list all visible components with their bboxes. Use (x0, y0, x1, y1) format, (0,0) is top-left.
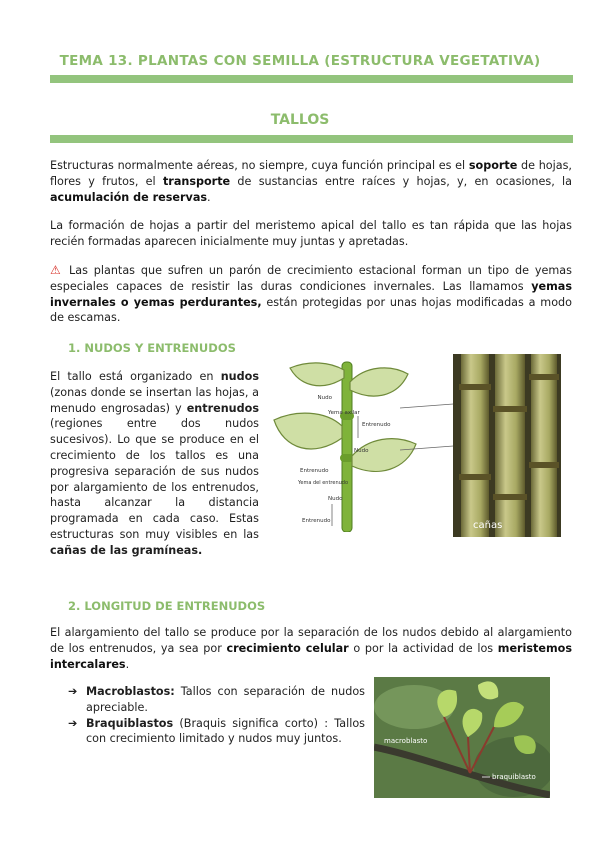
stem-diagram (270, 354, 420, 532)
canas-photo (453, 354, 561, 537)
leaf-shape (350, 368, 408, 396)
canas-label: cañas (473, 520, 503, 531)
warning-icon: ⚠ (50, 263, 64, 277)
list-item-text: Braquiblastos (Braquis significa corto) : Tallos con crecimiento limitado y nudos muy juntos. (86, 716, 365, 746)
section-title: TALLOS (270, 112, 330, 128)
braquiblasto-label: braquiblasto (492, 773, 536, 781)
label-yema: Yema axilar (328, 410, 360, 416)
list-item-text: Macroblastos: Tallos con separación de nudos apreciable. (86, 685, 365, 714)
nudos-paragraph: El tallo está organizado en nudos (zonas donde se insertan las hojas, a menudo engrosadas) y entrenudos (regiones entre dos nudos sucesivos). Lo que se produce en el crecimiento de los tallos es una progresiva separación de sus nudos por alargamiento de los entrenudos, hasta alcanzar la distancia programada en cada caso. Estas estructuras son muy visibles en las cañas de las gramíneas. (50, 370, 259, 557)
list-item-braquiblastos (68, 716, 365, 748)
label-nudo-3: Nudo (328, 496, 343, 502)
heading-longitud: 2. LONGITUD DE ENTRENUDOS (68, 599, 266, 613)
label-yema-2: Yema del entrenudo (298, 480, 349, 486)
arrow-icon: ➔ (68, 685, 78, 698)
longitud-paragraph: El alargamiento del tallo se produce por la separación de los nudos debido al alargamiento de los entrenudos, ya sea por crecimiento celular o por la actividad de los meristemos intercalares. (50, 626, 572, 671)
list-item-macroblastos (68, 684, 365, 716)
blast-list (68, 684, 365, 747)
leaf-shape (274, 413, 342, 449)
leaf-shape (290, 363, 344, 386)
label-entrenudo: Entrenudo (362, 422, 391, 428)
label-entrenudo-3: Entrenudo (302, 518, 331, 524)
label-nudo-2: Nudo (354, 448, 369, 454)
arrow-icon: ➔ (68, 716, 78, 730)
plant-photo (374, 677, 550, 798)
page-title: TEMA 13. PLANTAS CON SEMILLA (ESTRUCTURA VEGETATIVA) (59, 53, 541, 69)
intro-paragraph-2: La formación de hojas a partir del meristemo apical del tallo es tan rápida que las hojas recién formadas aparecen inicialmente muy juntas y apretadas. (50, 219, 572, 248)
title-divider (50, 75, 573, 83)
label-nudo: Nudo (317, 395, 332, 401)
intro-paragraph-1: Estructuras normalmente aéreas, no siempre, cuya función principal es el soporte de hojas, flores y frutos, el transporte de sustancias entre raíces y hojas, y, en ocasiones, la acumulación de reservas. (50, 159, 572, 204)
macroblasto-label: macroblasto (384, 737, 428, 745)
section-divider (50, 135, 573, 143)
label-entrenudo-2: Entrenudo (300, 468, 329, 474)
intro-paragraph-3-text: Las plantas que sufren un parón de crecimiento estacional forman un tipo de yemas especiales capaces de resistir las duras condiciones invernales. Las llamamos yemas invernales o yemas perdurantes, están protegidas por unas hojas modificadas a modo de escamas. (50, 264, 572, 325)
intro-paragraph-3 (50, 263, 572, 326)
heading-nudos: 1. NUDOS Y ENTRENUDOS (68, 341, 236, 355)
